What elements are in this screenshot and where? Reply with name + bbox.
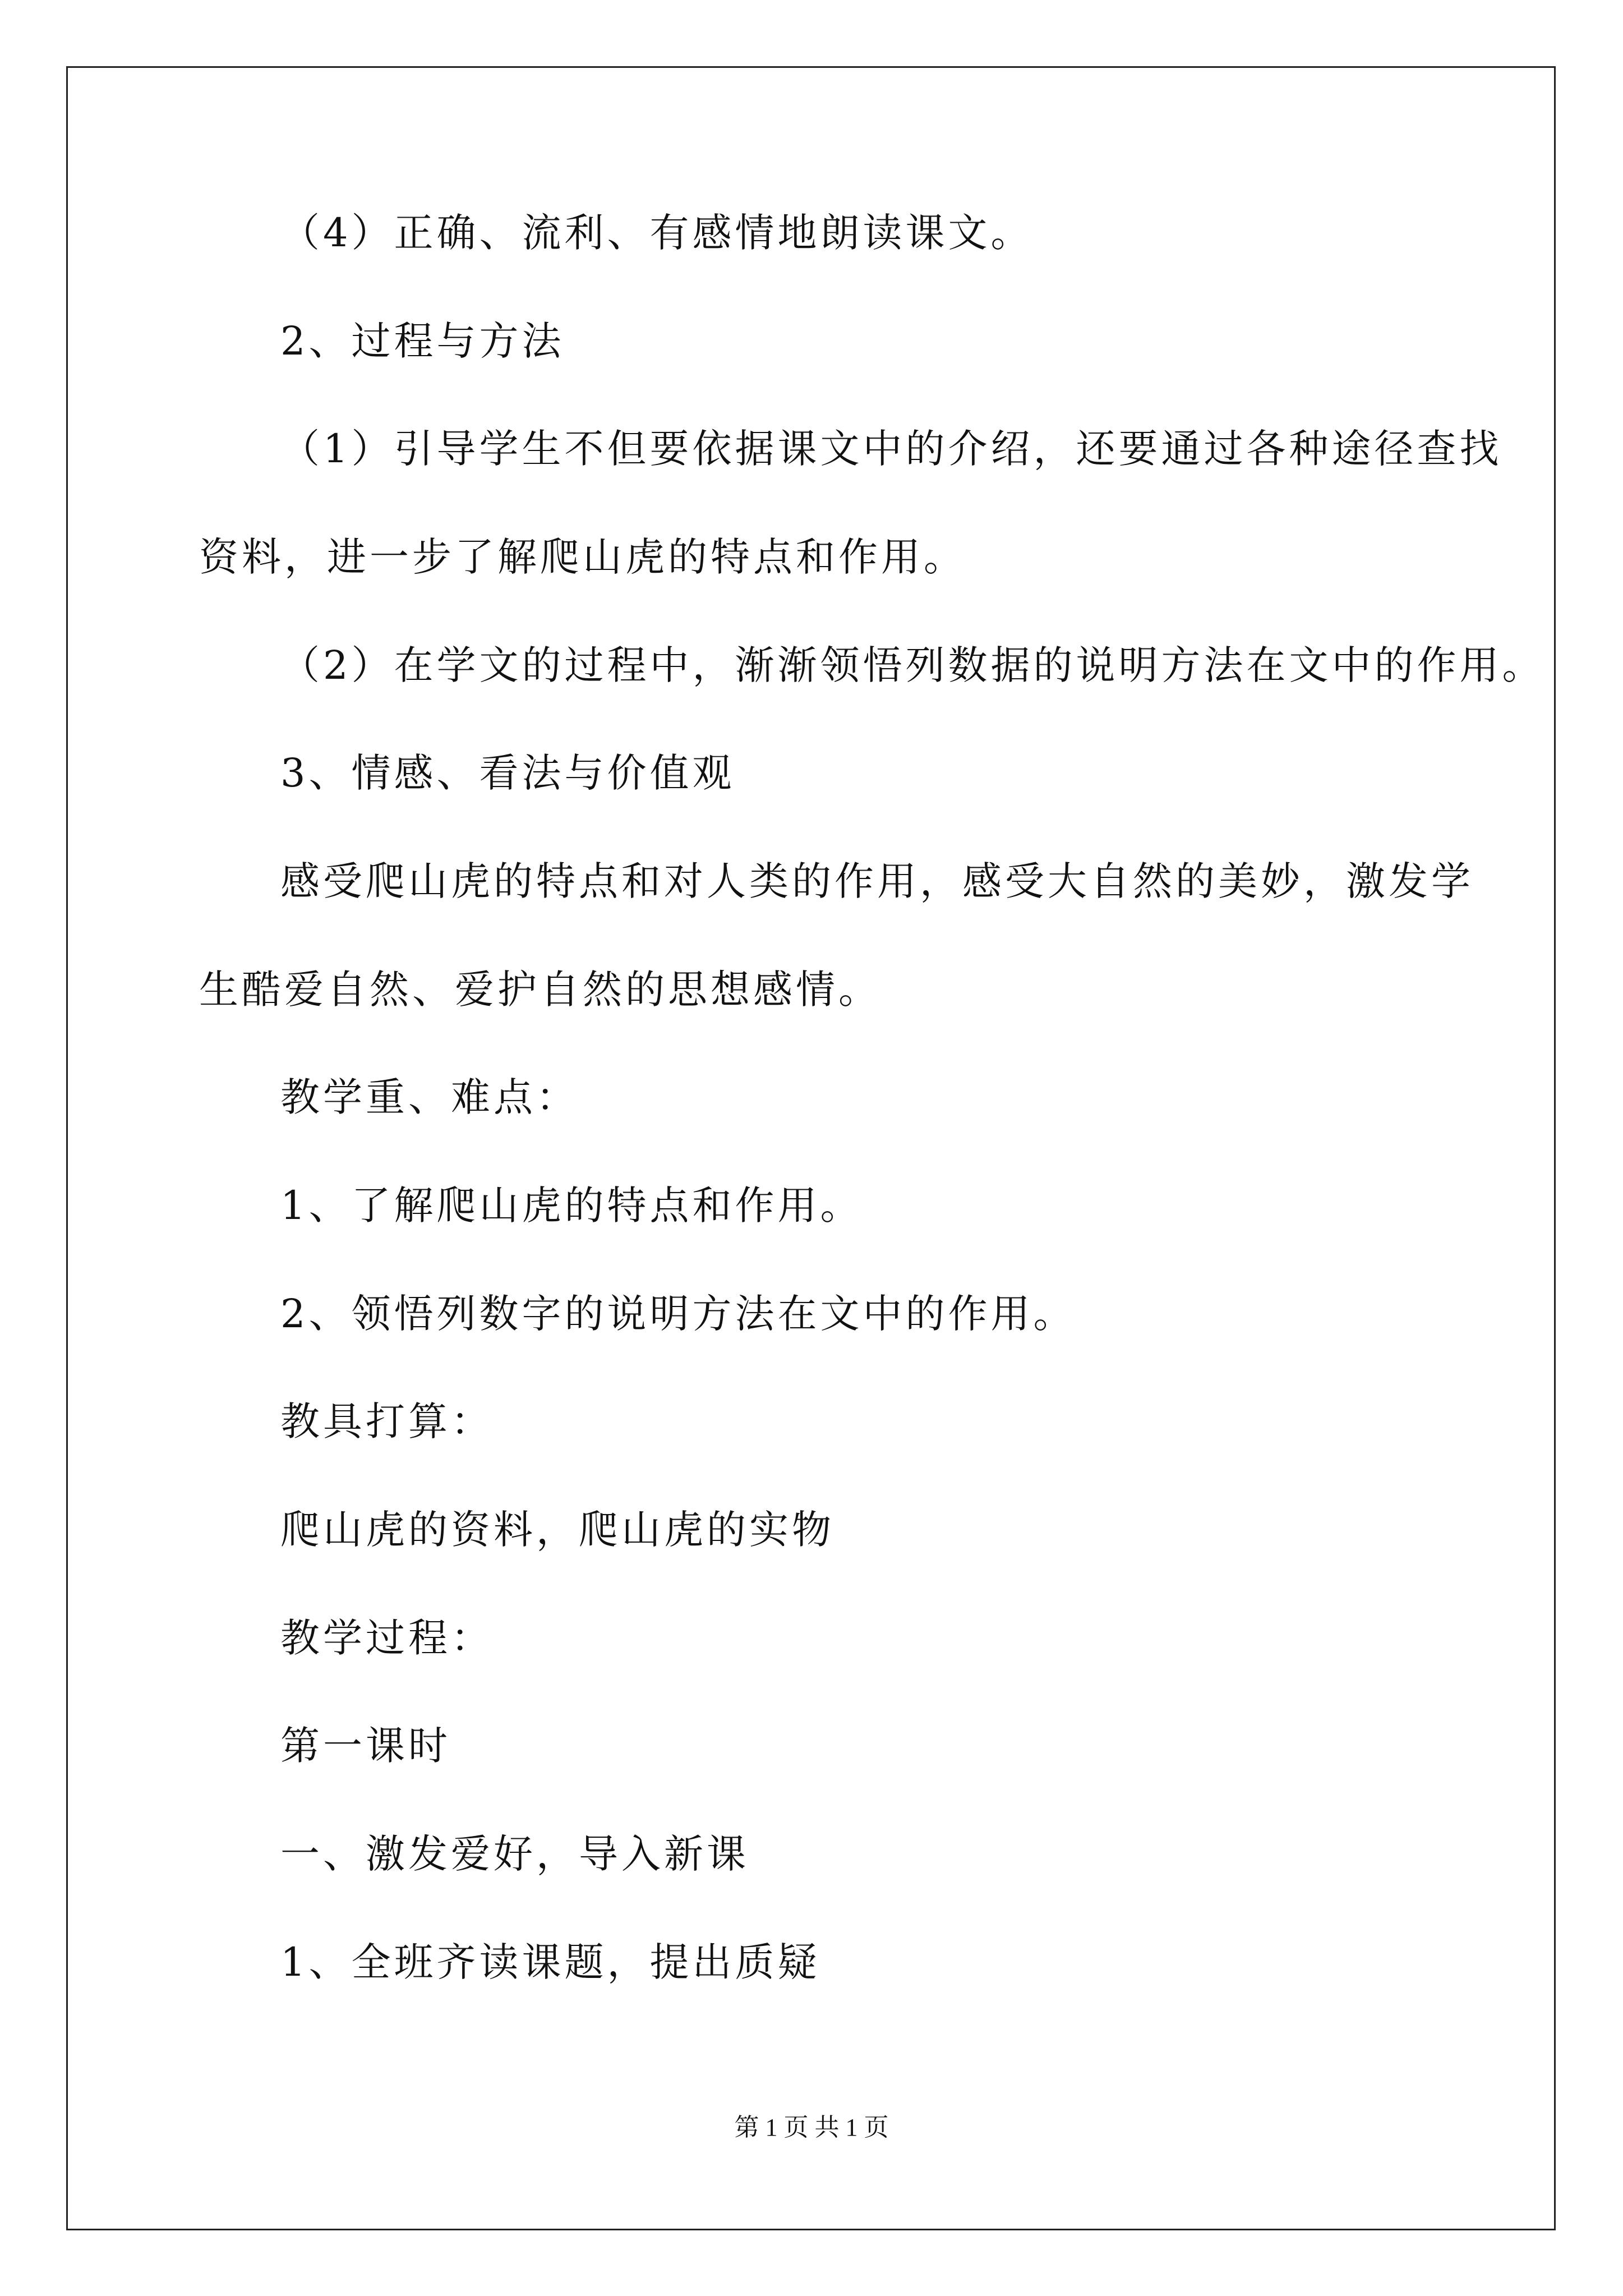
paragraph-line: 一、激发爱好，导入新课: [280, 1831, 749, 1877]
paragraph-line: 2、领悟列数字的说明方法在文中的作用。: [280, 1291, 1076, 1337]
paragraph-line: （1）引导学生不但要依据课文中的介绍，还要通过各种途径查找: [280, 426, 1502, 472]
paragraph-line: 生酷爱自然、爱护自然的思想感情。: [199, 967, 881, 1013]
paragraph-line: 第一课时: [280, 1723, 451, 1769]
paragraph-line: 教学过程：: [280, 1615, 494, 1661]
paragraph-line: 教学重、难点：: [280, 1074, 579, 1120]
page-footer: 第 1 页 共 1 页: [734, 2114, 889, 2141]
paragraph-line: 资料，进一步了解爬山虎的特点和作用。: [199, 534, 966, 580]
paragraph-line: 教具打算：: [280, 1398, 494, 1444]
paragraph-line: 2、过程与方法: [280, 318, 565, 364]
paragraph-line: 1、全班齐读课题，提出质疑: [280, 1939, 820, 1985]
paragraph-line: （2）在学文的过程中，渐渐领悟列数据的说明方法在文中的作用。: [280, 642, 1545, 688]
paragraph-line: 3、情感、看法与价值观: [280, 750, 735, 796]
paragraph-line: 感受爬山虎的特点和对人类的作用，感受大自然的美妙，激发学: [280, 858, 1474, 904]
paragraph-line: 爬山虎的资料，爬山虎的实物: [280, 1507, 834, 1553]
page-border: [66, 66, 1556, 2230]
paragraph-line: 1、了解爬山虎的特点和作用。: [280, 1182, 863, 1228]
paragraph-line: （4）正确、流利、有感情地朗读课文。: [280, 210, 1034, 256]
